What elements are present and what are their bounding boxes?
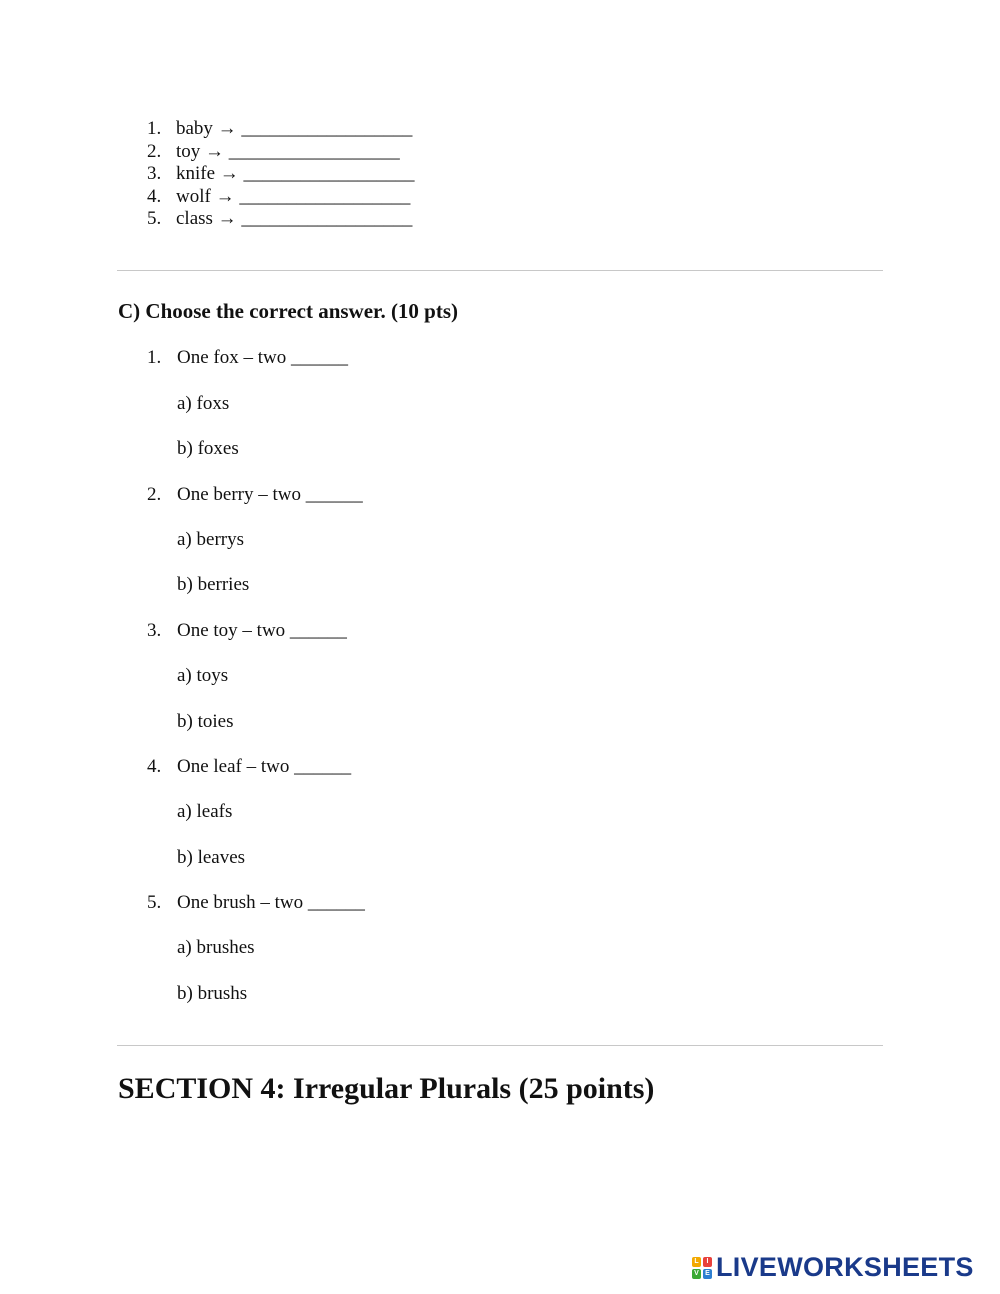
question-text: One fox – two ______: [177, 347, 348, 368]
logo-tile: V: [692, 1269, 701, 1279]
logo-tile: I: [703, 1257, 712, 1267]
option-2b[interactable]: b) berries: [177, 574, 250, 595]
logo-tile: L: [692, 1257, 701, 1267]
section-4-title: SECTION 4: Irregular Plurals (25 points): [118, 1072, 655, 1105]
option-3a[interactable]: a) toys: [177, 665, 229, 686]
list-item: 5. class → __________________: [147, 208, 413, 230]
item-text: toy → __________________: [176, 140, 400, 162]
option-3b[interactable]: b) toies: [177, 711, 234, 732]
question-text: One toy – two ______: [177, 620, 347, 641]
list-item: 4. wolf → __________________: [147, 185, 411, 207]
item-text: wolf → __________________: [176, 185, 411, 207]
divider: [117, 1045, 883, 1046]
option-5a[interactable]: a) brushes: [177, 937, 255, 958]
logo-icon: [692, 1257, 712, 1279]
part-b-list: [140, 118, 415, 231]
liveworksheets-logo: [692, 1252, 974, 1283]
divider: [117, 270, 883, 271]
part-c-heading: C) Choose the correct answer. (10 pts): [118, 299, 459, 323]
item-text: baby → __________________: [176, 118, 413, 139]
list-item: 3. knife → __________________: [147, 163, 415, 185]
question-5: 5. One brush – two ______: [147, 892, 365, 913]
item-text: class → __________________: [176, 208, 413, 230]
option-4a[interactable]: a) leafs: [177, 801, 233, 822]
item-text: knife → __________________: [176, 163, 415, 185]
list-item: 1. baby → __________________: [147, 118, 413, 139]
option-1b[interactable]: b) foxes: [177, 438, 239, 459]
list-item: 2. toy → __________________: [147, 140, 400, 162]
question-text: One brush – two ______: [177, 892, 365, 913]
question-4: 4. One leaf – two ______: [147, 756, 352, 777]
logo-text: LIVEWORKSHEETS: [716, 1252, 974, 1282]
logo-tile: E: [703, 1269, 712, 1279]
question-text: One leaf – two ______: [177, 756, 352, 777]
option-2a[interactable]: a) berrys: [177, 529, 244, 550]
question-text: One berry – two ______: [177, 484, 363, 505]
question-3: 3. One toy – two ______: [147, 620, 347, 641]
question-1: 1. One fox – two ______: [147, 347, 348, 368]
option-5b[interactable]: b) brushs: [177, 983, 248, 1004]
option-1a[interactable]: a) foxs: [177, 393, 230, 414]
option-4b[interactable]: b) leaves: [177, 847, 246, 868]
question-2: 2. One berry – two ______: [147, 484, 363, 505]
